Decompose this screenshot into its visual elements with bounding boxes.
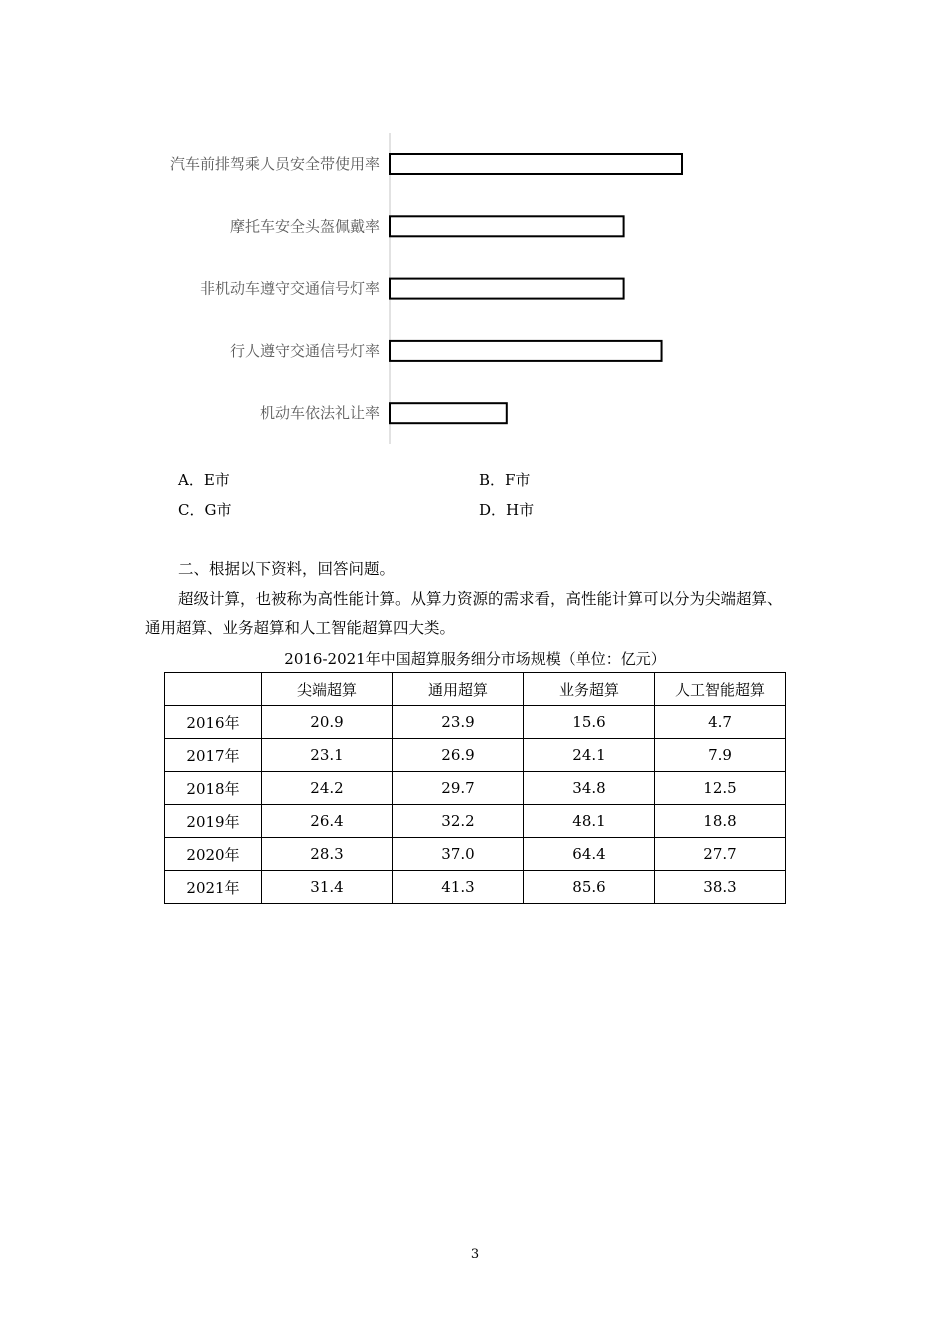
table-title: 2016-2021年中国超算服务细分市场规模（单位：亿元） [284, 650, 666, 668]
value-cell: 24.2 [262, 772, 393, 805]
section-heading: 二、根据以下资料，回答问题。 [178, 560, 396, 578]
table-row [165, 805, 786, 838]
paragraph-line-1: 超级计算，也被称为高性能计算。从算力资源的需求看，高性能计算可以分为尖端超算、 [178, 590, 783, 608]
paragraph-line-2: 通用超算、业务超算和人工智能超算四大类。 [145, 619, 456, 637]
year-cell: 2019年 [165, 805, 262, 838]
value-cell: 18.8 [655, 805, 786, 838]
option-a: A．E市 [178, 471, 230, 489]
bar [390, 154, 682, 174]
option-c: C．G市 [178, 501, 232, 519]
year-cell: 2018年 [165, 772, 262, 805]
value-cell: 20.9 [262, 706, 393, 739]
value-cell: 23.9 [393, 706, 524, 739]
value-cell: 23.1 [262, 739, 393, 772]
value-cell: 32.2 [393, 805, 524, 838]
category-label: 摩托车安全头盔佩戴率 [229, 217, 380, 236]
header-cell: 人工智能超算 [655, 673, 786, 706]
header-cell: 尖端超算 [262, 673, 393, 706]
table-row [165, 706, 786, 739]
bar [390, 279, 624, 299]
value-cell: 41.3 [393, 871, 524, 904]
table-row [165, 739, 786, 772]
value-cell: 28.3 [262, 838, 393, 871]
year-cell: 2021年 [165, 871, 262, 904]
table-row [165, 772, 786, 805]
value-cell: 34.8 [524, 772, 655, 805]
value-cell: 48.1 [524, 805, 655, 838]
data-table [164, 672, 786, 904]
header-cell: 通用超算 [393, 673, 524, 706]
option-d: D．H市 [479, 501, 535, 519]
value-cell: 12.5 [655, 772, 786, 805]
year-cell: 2016年 [165, 706, 262, 739]
value-cell: 4.7 [655, 706, 786, 739]
year-cell: 2017年 [165, 739, 262, 772]
value-cell: 15.6 [524, 706, 655, 739]
category-label: 非机动车遵守交通信号灯率 [199, 279, 380, 298]
value-cell: 37.0 [393, 838, 524, 871]
category-label: 行人遵守交通信号灯率 [229, 341, 380, 360]
value-cell: 24.1 [524, 739, 655, 772]
year-cell: 2020年 [165, 838, 262, 871]
value-cell: 27.7 [655, 838, 786, 871]
value-cell: 64.4 [524, 838, 655, 871]
value-cell: 26.4 [262, 805, 393, 838]
table-row [165, 838, 786, 871]
bar [390, 403, 507, 423]
value-cell: 85.6 [524, 871, 655, 904]
table-header-row [165, 673, 786, 706]
bar [390, 216, 624, 236]
option-b: B．F市 [479, 471, 531, 489]
category-label: 汽车前排驾乘人员安全带使用率 [169, 155, 380, 173]
page-number: 3 [470, 1247, 480, 1262]
value-cell: 31.4 [262, 871, 393, 904]
value-cell: 29.7 [393, 772, 524, 805]
header-cell [165, 673, 262, 706]
bar-chart [0, 0, 950, 450]
bar [390, 341, 662, 361]
value-cell: 38.3 [655, 871, 786, 904]
value-cell: 26.9 [393, 739, 524, 772]
table-row [165, 871, 786, 904]
value-cell: 7.9 [655, 739, 786, 772]
header-cell: 业务超算 [524, 673, 655, 706]
category-label: 机动车依法礼让率 [259, 404, 380, 423]
